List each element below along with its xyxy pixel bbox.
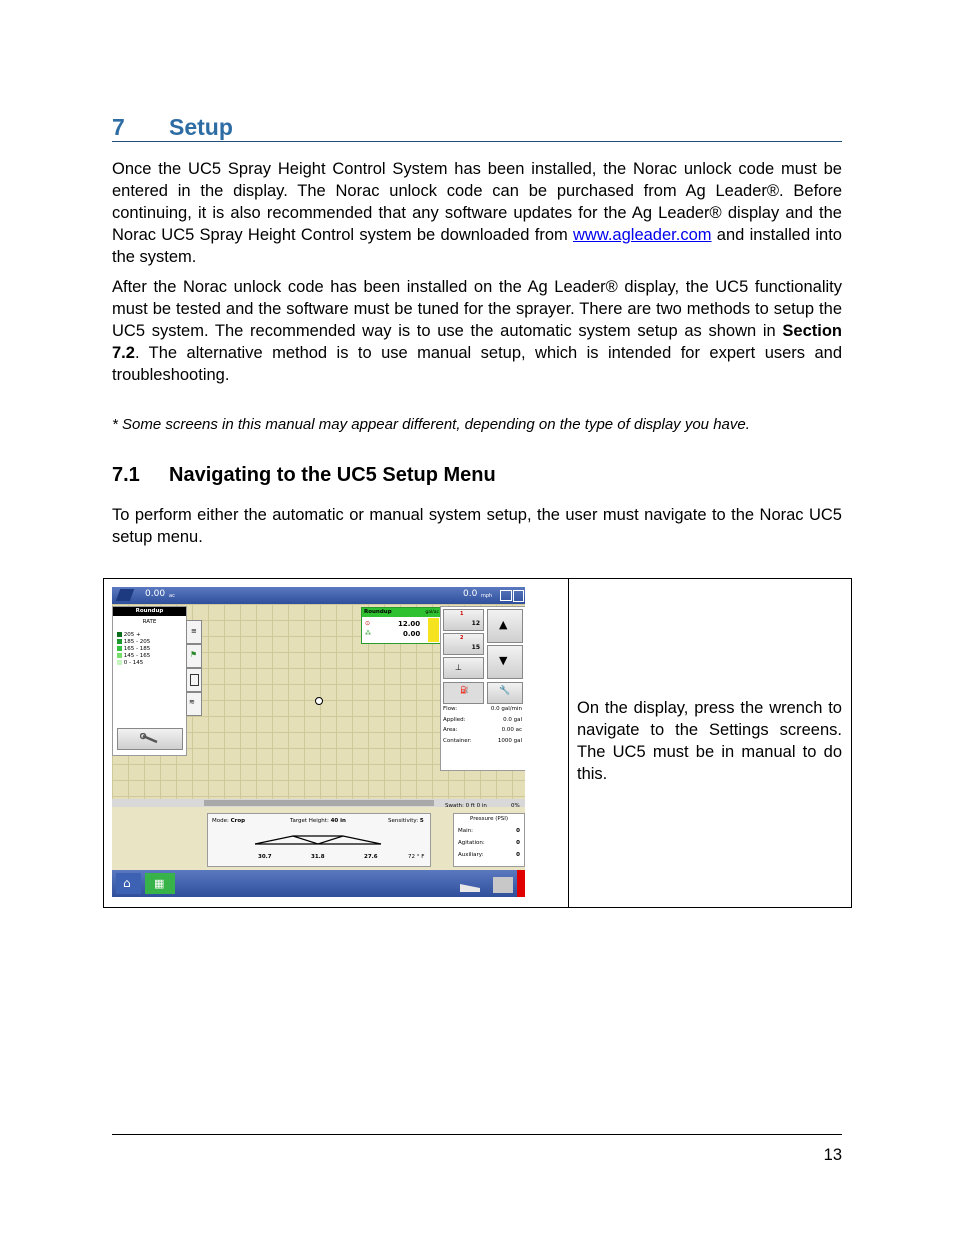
display-top-bar [112,587,525,604]
stat-row: Container: 1000 gal [443,737,522,744]
product-target: 12.00 [398,620,421,628]
legend-panel [112,606,187,756]
boom-bar [204,800,434,806]
rate-legend [117,632,150,667]
section-value: 15 [471,644,480,651]
home-button[interactable] [116,873,141,894]
temperature: 72 ° F [408,854,425,860]
speed-unit: mph [481,593,493,599]
tab-notes[interactable] [186,668,202,692]
area-value: 0.00 [145,589,166,599]
menu-icon[interactable] [513,590,524,602]
sensitivity-readout: Sensitivity: 5 [388,818,424,824]
legend-item: 0 - 145 [117,660,150,667]
product-actual: 0.00 [403,630,421,638]
display-screenshot [112,587,525,897]
target-height-readout: Target Height: 40 in [290,818,346,824]
speed-value: 0.0 [463,589,478,599]
swath-percent: 0% [511,803,520,809]
boom-button[interactable] [443,657,484,679]
footer-rule [112,1134,842,1135]
wrench-icon: 🔧 [499,686,511,696]
tab-boom[interactable] [186,692,202,716]
vehicle-marker-icon [315,697,323,705]
pressure-title: Pressure (PSI) [470,816,508,822]
product-name: Roundup [364,609,392,615]
setup-methods-paragraph: After the Norac unlock code has been installed on the Ag Leader® display, the UC5 functionality must be tested and the software must be tuned for the sprayer. There are two methods to setup the UC5 system. The recommended way is to use the automatic system setup as shown in Section 7.2. The alternative method is to use manual setup, which is intended for expert users and troubleshooting. [112,278,842,384]
display-bottom-bar [112,870,525,897]
product-panel[interactable] [361,607,442,644]
legend-item: 145 - 165 [117,653,150,660]
screen-icon[interactable] [500,590,512,601]
uc5-widget[interactable] [207,813,431,867]
display-note: * Some screens in this manual may appear different, depending on the type of display you have. [112,416,750,433]
logo-icon [116,589,134,601]
subsection-title: Navigating to the UC5 Setup Menu [169,464,496,486]
tank-icon: ⛽ [460,686,469,694]
wrench-icon [140,733,160,745]
rate-indicator [428,618,439,642]
product-wrench-button[interactable] [487,682,523,704]
stats-list [443,706,522,748]
rate-up-button[interactable] [487,609,523,643]
rate-down-button[interactable] [487,645,523,679]
legend-swatch [117,639,122,644]
height-right: 27.6 [364,854,378,860]
instruction-text: On the display, press the wrench to navigate to the Settings screens. The UC5 must be in manual to do this. [577,699,842,783]
section-reference: Section 7.2 [112,322,842,362]
table-divider [568,579,569,907]
mode-readout: Mode: Crop [212,818,246,824]
alarm-indicator [517,870,525,897]
target-icon: ⊙ [365,620,371,627]
pressure-row: Auxiliary: 0 [458,852,520,858]
legend-product: Roundup [113,607,186,616]
arrow-up-icon: ▲ [499,618,508,631]
section-label: 2 [460,635,464,641]
list-icon: ≡ [191,627,197,635]
subsection-number: 7.1 [112,464,140,486]
sprayer-icon [460,874,515,894]
section-number: 7 [112,114,125,140]
home-icon: ⌂ [123,876,131,890]
area-unit: ac [169,593,175,599]
spray-icon: ≋ [189,698,195,706]
pressure-list [458,828,520,864]
instruction-table [103,578,852,908]
legend-swatch [117,660,122,665]
actual-icon: ⁂ [365,630,371,637]
section-heading [112,111,842,142]
legend-swatch [117,632,122,637]
height-center: 31.8 [311,854,325,860]
section-title: Setup [169,114,233,140]
tab-flag[interactable] [186,644,202,668]
tank-button[interactable] [443,682,484,704]
legend-item: 165 - 185 [117,646,150,653]
stat-row: Area: 0.00 ac [443,727,522,733]
legend-item: 185 - 205 [117,639,150,646]
grid-icon: ▦ [154,877,165,890]
section-button-2[interactable] [443,633,484,655]
product-unit: gal/ac [425,610,439,615]
wrench-button[interactable] [117,728,183,750]
height-left: 30.7 [258,854,272,860]
rate-label: RATE [142,619,157,625]
stat-row: Applied: 0.0 gal [443,716,522,723]
page-number: 13 [823,1146,842,1164]
subsection-heading [112,464,496,487]
subsection-paragraph: To perform either the automatic or manual system setup, the user must navigate to the Norac UC5 setup menu. [112,506,842,546]
section-value: 12 [471,620,480,627]
map-button[interactable] [145,873,175,894]
pressure-row: Main: 0 [458,828,520,834]
legend-swatch [117,646,122,651]
boom-diagram-icon [253,832,383,846]
pressure-panel [453,813,525,867]
arrow-down-icon: ▼ [499,654,508,667]
section-button-1[interactable] [443,609,484,631]
swath-readout: Swath: 0 ft 0 in [445,803,487,809]
clipboard-icon [190,674,199,686]
tab-list[interactable] [186,620,202,644]
legend-swatch [117,653,122,658]
section-label: 1 [460,611,464,617]
intro-paragraph: Once the UC5 Spray Height Control System has been installed, the Norac unlock code must be entered in the display. The Norac unlock code can be purchased from Ag Leader®. Before continuing, it is also recommended that any software updates for the Ag Leader® display and the Norac UC5 Spray Height Control system be downloaded from www.agleader.com and installed into the system. [112,160,842,266]
product-header [362,608,441,617]
control-panel [440,606,525,771]
boom-icon: ⊥ [455,663,462,672]
pressure-row: Agitation: 0 [458,840,520,846]
stat-row: Flow: 0.0 gal/min [443,706,522,712]
legend-item: 205 + [117,632,150,639]
flag-icon: ⚑ [190,650,198,659]
agleader-link[interactable]: www.agleader.com [573,226,712,244]
